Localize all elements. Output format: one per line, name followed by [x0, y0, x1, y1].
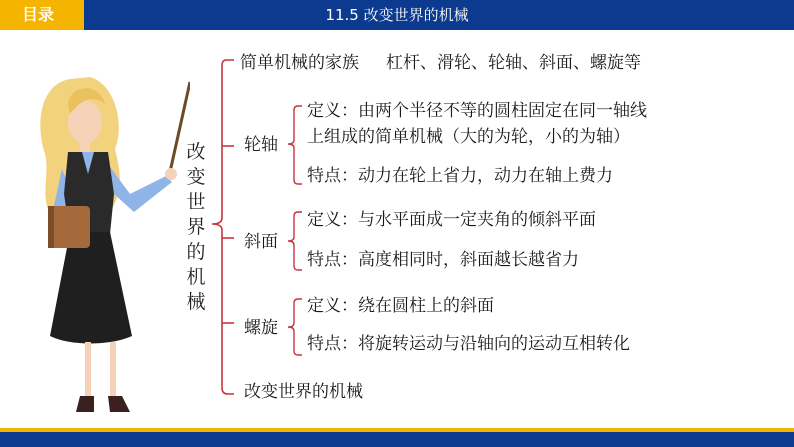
xiemian-def: 定义：与水平面成一定夹角的倾斜平面 — [307, 210, 596, 230]
luoxuan-bracket — [286, 297, 304, 357]
vertical-title-char: 世 — [186, 191, 206, 213]
lunzhou-label: 轮轴 — [244, 135, 278, 155]
footer-bar — [0, 428, 794, 447]
vertical-title-char: 界 — [186, 216, 206, 238]
luoxuan-label: 螺旋 — [244, 318, 278, 338]
main-bracket — [208, 58, 238, 398]
vertical-title-char: 的 — [186, 241, 206, 263]
page-title: 11.5 改变世界的机械 — [325, 6, 469, 24]
family-line: 简单机械的家族 杠杆、滑轮、轮轴、斜面、螺旋等 — [240, 53, 642, 73]
vertical-title-char: 变 — [186, 166, 206, 188]
xiemian-feature: 特点：高度相同时，斜面越长越省力 — [307, 250, 579, 270]
lunzhou-feature: 特点：动力在轮上省力，动力在轴上费力 — [307, 166, 613, 186]
footer-accent — [0, 428, 794, 432]
header-bar — [0, 0, 794, 30]
luoxuan-feature: 特点：将旋转运动与沿轴向的运动互相转化 — [307, 334, 630, 354]
luoxuan-def: 定义：绕在圆柱上的斜面 — [307, 296, 494, 316]
lunzhou-def-line1: 定义：由两个半径不等的圆柱固定在同一轴线 — [307, 101, 647, 121]
vertical-title — [182, 140, 210, 315]
teacher-illustration-icon — [30, 74, 190, 419]
vertical-title-char: 改 — [186, 141, 206, 163]
lunzhou-bracket — [286, 104, 304, 186]
last-line: 改变世界的机械 — [244, 382, 363, 402]
vertical-title-char: 机 — [186, 266, 206, 288]
xiemian-bracket — [286, 210, 304, 272]
xiemian-label: 斜面 — [244, 232, 278, 252]
lunzhou-def-line2: 上组成的简单机械（大的为轮，小的为轴） — [307, 127, 630, 147]
vertical-title-char: 械 — [186, 291, 206, 313]
menu-button[interactable]: 目录 — [0, 0, 84, 30]
